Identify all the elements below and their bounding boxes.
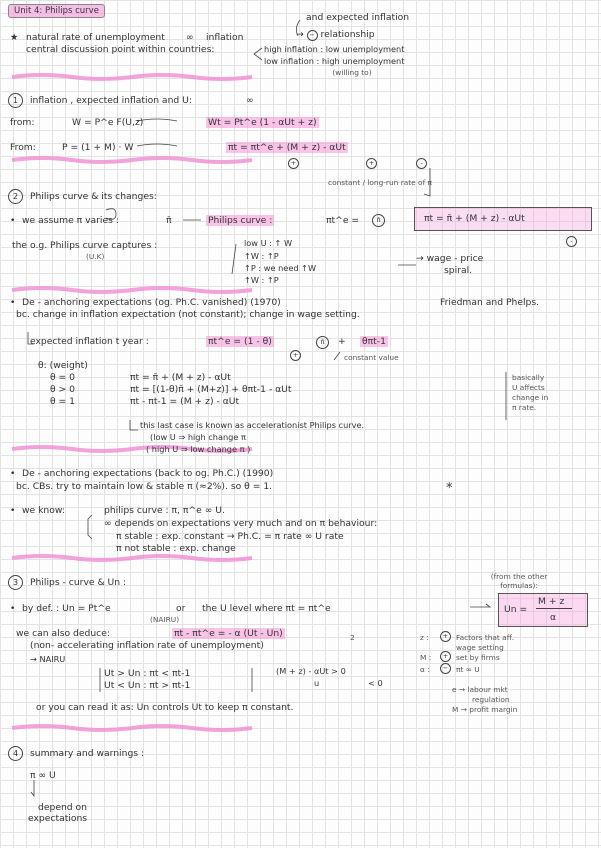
section-title: Philips - curve & Un : bbox=[30, 577, 127, 588]
we-know-label: we know: bbox=[22, 505, 65, 516]
minus-circle-icon: - bbox=[416, 158, 427, 169]
alpha-relation: πt ∞ U bbox=[456, 665, 480, 674]
ut-less-un: Ut < Un : πt > πt-1 bbox=[104, 680, 191, 691]
bullet-star: ★ bbox=[10, 32, 19, 43]
margin-positive: (M + z) - αUt > 0 bbox=[276, 666, 346, 676]
deduced-equation: πt - πt^e = - α (Ut - Un) bbox=[174, 628, 283, 639]
wage-equation-time: Wt = Pt^e (1 - αUt + z) bbox=[208, 117, 317, 128]
because-text: bc. change in inflation expectation (not constant); change in wage setting. bbox=[16, 309, 360, 320]
margin-mark: u bbox=[314, 678, 320, 688]
theta-positive: θ > 0 bbox=[50, 384, 76, 395]
plus-circle-icon: + bbox=[290, 350, 301, 361]
expectation-equation: πt^e = (1 - θ) bbox=[208, 336, 272, 347]
ut-greater-un: Ut > Un : πt < πt-1 bbox=[104, 668, 191, 679]
un-label: Un = bbox=[504, 604, 528, 615]
alpha-label: α : bbox=[420, 665, 430, 674]
theta-zero-eq: πt = π̄ + (M + z) - αUt bbox=[130, 372, 231, 383]
deanchoring-1970: De - anchoring expectations (og. Ph.C. vanished) (1970) bbox=[22, 297, 281, 308]
expected-pi: πt^e = bbox=[326, 215, 360, 226]
constant-value-note: constant value bbox=[344, 353, 399, 362]
section-title: Philips curve & its changes: bbox=[30, 191, 157, 202]
expectations-word: expectations bbox=[28, 813, 88, 824]
minus-circle-icon: − bbox=[307, 30, 318, 41]
bullet: • bbox=[10, 468, 16, 479]
superscript-two: 2 bbox=[350, 633, 355, 642]
spiral-label: spiral. bbox=[444, 265, 473, 276]
star-mark: * bbox=[446, 481, 453, 496]
know-line: philips curve : π, π^e ∞ U. bbox=[104, 505, 225, 516]
theta-zero: θ = 0 bbox=[50, 372, 76, 383]
deduce-text: we can also deduce: bbox=[16, 628, 110, 639]
definition-text: by def. : Un = Pt^e bbox=[22, 603, 111, 614]
read-it-text: or you can read it as: Un controls Ut to keep π constant. bbox=[36, 702, 294, 713]
uk-note: (U.K) bbox=[86, 252, 105, 261]
pi-bar-circled: π̄ bbox=[316, 336, 329, 349]
intro-line-2: central discussion point within countries: bbox=[26, 44, 215, 55]
basically-note: π rate. bbox=[512, 403, 537, 412]
theta-one-eq: πt - πt-1 = (M + z) - αUt bbox=[130, 396, 240, 407]
z-factors: wage setting bbox=[456, 643, 504, 652]
basically-note: U affects bbox=[512, 383, 545, 392]
high-u-note: ( high U ⇒ low change π ) bbox=[146, 444, 251, 454]
or-text: or bbox=[176, 603, 186, 614]
accelerationist-note: this last case is known as accelerationist Philips curve. bbox=[140, 420, 365, 430]
low-u-note: (low U ⇒ high change π bbox=[150, 432, 246, 442]
labour-note: e → labour mkt bbox=[452, 685, 508, 694]
section-number: 4 bbox=[8, 746, 23, 761]
infinity-symbol: ∞ bbox=[246, 95, 254, 106]
bullet: • bbox=[10, 297, 16, 308]
section-number: 2 bbox=[8, 189, 23, 204]
plus-circle-icon: + bbox=[288, 158, 299, 169]
intro-inflation: inflation bbox=[206, 32, 244, 43]
willing-note: (willing to) bbox=[332, 68, 372, 77]
low-inflation-line: low inflation : high unemployment bbox=[264, 56, 405, 66]
theta-pi-lag: θπt-1 bbox=[362, 336, 386, 347]
bullet: • bbox=[10, 603, 16, 614]
deanchoring-1990: De - anchoring expectations (back to og. Ph.C.) (1990) bbox=[22, 468, 274, 479]
high-inflation-line: high inflation : low unemployment bbox=[264, 44, 405, 54]
pi-bar-circled: π̄ bbox=[372, 214, 385, 227]
wage-price-row: ↑P : we need ↑W bbox=[244, 263, 317, 273]
bullet: • bbox=[10, 505, 16, 516]
plus-circle-icon: + bbox=[440, 631, 451, 642]
regulation-note: regulation bbox=[472, 695, 510, 704]
assume-text: we assume π varies : bbox=[22, 215, 119, 226]
plus-circle-icon: + bbox=[440, 651, 451, 662]
bullet: • bbox=[10, 215, 16, 226]
nairu-note: (NAIRU) bbox=[150, 615, 180, 624]
know-line: π not stable : exp. change bbox=[116, 543, 236, 554]
pi-bar: π̄ bbox=[166, 215, 172, 226]
pi-u-relation: π ∞ U bbox=[30, 770, 56, 781]
from-label: From: bbox=[10, 142, 36, 153]
inflation-equation: πt = πt^e + (M + z) - αUt bbox=[228, 142, 346, 153]
basically-note: basically bbox=[512, 373, 545, 382]
margin-negative: < 0 bbox=[368, 678, 383, 688]
wage-equation: W = P^e F(U,z) bbox=[72, 117, 144, 128]
og-philips-text: the o.g. Philips curve captures : bbox=[12, 240, 158, 251]
weight-label: θ: (weight) bbox=[38, 360, 88, 371]
z-factors: set by firms bbox=[456, 653, 500, 662]
wage-price-row: ↑W : ↑P bbox=[244, 275, 279, 285]
profit-note: M → profit margin bbox=[452, 705, 518, 714]
u-level-text: the U level where πt = πt^e bbox=[202, 603, 331, 614]
minus-circle-icon: - bbox=[566, 236, 577, 247]
m-label: M : bbox=[420, 653, 432, 662]
wage-price-label: → wage - price bbox=[416, 253, 484, 264]
from-other-formulas: (from the other formulas): bbox=[490, 572, 548, 590]
relationship-note: → − relationship bbox=[296, 29, 375, 40]
z-factors: Factors that aff. bbox=[456, 633, 515, 642]
basically-note: change in bbox=[512, 393, 549, 402]
know-line: π stable : exp. constant → Ph.C. = π rate ∞ U rate bbox=[116, 531, 344, 542]
section-number: 1 bbox=[8, 93, 23, 108]
infinity-symbol: ∞ bbox=[186, 32, 194, 43]
plus-circle-icon: + bbox=[366, 158, 377, 169]
z-label: z : bbox=[420, 633, 429, 642]
section-number: 3 bbox=[8, 575, 23, 590]
wage-price-row: ↑W : ↑P bbox=[244, 251, 279, 261]
un-denominator: α bbox=[550, 612, 557, 623]
central-banks-text: bc. CBs. try to maintain low & stable π (≈2%). so θ = 1. bbox=[16, 481, 273, 492]
theta-one: θ = 1 bbox=[50, 396, 76, 407]
minus-circle-icon: − bbox=[440, 663, 451, 674]
friedman-phelps: Friedman and Phelps. bbox=[440, 297, 540, 308]
expected-inflation-note: and expected inflation bbox=[306, 12, 410, 23]
theta-positive-eq: πt = [(1-θ)π̄ + (M+z)] + θπt-1 - αUt bbox=[130, 384, 292, 395]
unit-title: Unit 4: Philips curve bbox=[8, 4, 105, 18]
un-numerator: M + z bbox=[538, 596, 565, 607]
know-line: ∞ depends on expectations very much and on π behaviour: bbox=[104, 518, 378, 529]
nairu-arrow: → NAIRU bbox=[30, 654, 66, 664]
nairu-expansion: (non- accelerating inflation rate of unemployment) bbox=[30, 640, 264, 651]
philips-curve-label: Philips curve : bbox=[208, 215, 273, 226]
result-equation: πt = π̄ + (M + z) - αUt bbox=[424, 213, 525, 224]
section-title: summary and warnings : bbox=[30, 748, 145, 759]
fraction-line bbox=[536, 608, 572, 609]
expected-inflation-label: expected inflation t year : bbox=[30, 336, 149, 347]
wage-price-row: low U : ↑ W bbox=[244, 238, 293, 248]
section-title: inflation , expected inflation and U: bbox=[30, 95, 192, 106]
plus-sign: + bbox=[338, 336, 346, 347]
from-label: from: bbox=[10, 117, 35, 128]
depend-on: depend on bbox=[38, 802, 87, 813]
constant-rate-note: constant / long-run rate of π bbox=[328, 178, 432, 187]
price-equation: P = (1 + M) · W bbox=[62, 142, 134, 153]
intro-line-1: natural rate of unemployment bbox=[26, 32, 165, 43]
